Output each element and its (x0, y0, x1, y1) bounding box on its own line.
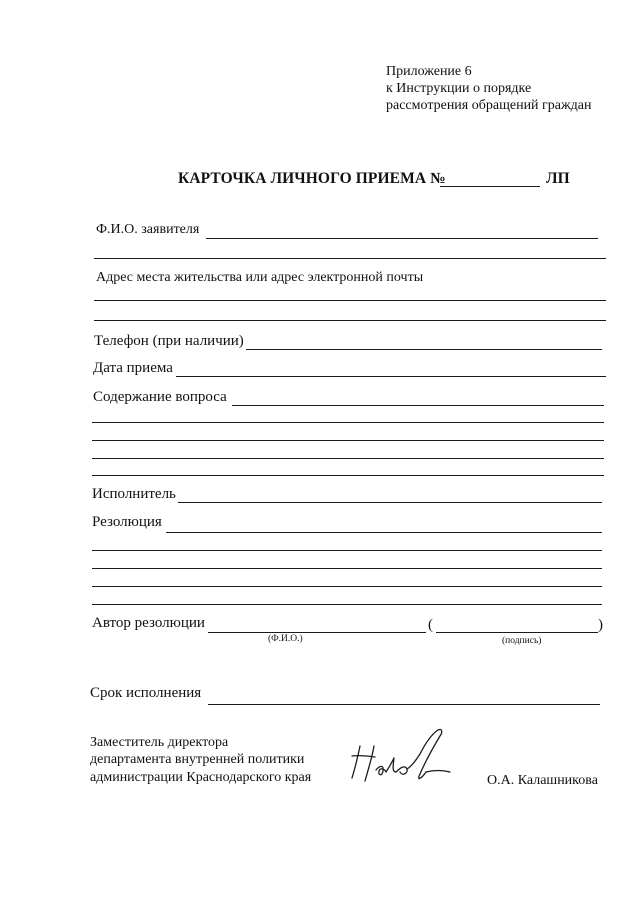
fio-line-2 (94, 258, 606, 259)
resolution-line-3 (92, 568, 602, 569)
resolution-line-4 (92, 586, 602, 587)
content-line-3 (92, 440, 604, 441)
phone-line (246, 349, 602, 350)
executor-line (178, 502, 602, 503)
author-fio-line (208, 632, 426, 633)
fio-line (206, 238, 598, 239)
signatory-line-1: Заместитель директора (90, 735, 229, 750)
author-label: Автор резолюции (92, 615, 205, 631)
card-title: КАРТОЧКА ЛИЧНОГО ПРИЕМА № (178, 170, 446, 187)
author-close-paren: ) (598, 617, 603, 633)
appendix-line-3: рассмотрения обращений граждан (386, 98, 592, 113)
content-label: Содержание вопроса (93, 389, 227, 405)
signatory-line-2: департамента внутренней политики (90, 752, 305, 767)
address-line-2 (94, 320, 606, 321)
deadline-label: Срок исполнения (90, 685, 202, 701)
content-line (232, 405, 604, 406)
date-label: Дата приема (93, 360, 173, 376)
author-open-paren: ( (428, 617, 433, 633)
appendix-line-1: Приложение 6 (386, 64, 472, 79)
caption-fio: (Ф.И.О.) (268, 634, 303, 644)
content-line-5 (92, 475, 604, 476)
signatory-line-3: администрации Краснодарского края (90, 770, 312, 785)
executor-label: Исполнитель (92, 486, 176, 502)
author-signature-line (436, 632, 598, 633)
resolution-line (166, 532, 602, 533)
fio-label: Ф.И.О. заявителя (96, 222, 200, 237)
handwritten-signature (346, 726, 458, 788)
resolution-line-5 (92, 604, 602, 605)
date-line (176, 376, 606, 377)
address-line-1 (94, 300, 606, 301)
deadline-line (208, 704, 600, 705)
address-label: Адрес места жительства или адрес электронной почты (96, 270, 424, 285)
signatory-name: О.А. Калашникова (487, 773, 598, 788)
resolution-line-2 (92, 550, 602, 551)
content-line-2 (92, 422, 604, 423)
card-title-suffix: ЛП (546, 170, 570, 187)
resolution-label: Резолюция (92, 514, 162, 530)
caption-signature: (подпись) (502, 636, 542, 646)
card-number-line (440, 186, 540, 187)
content-line-4 (92, 458, 604, 459)
appendix-line-2: к Инструкции о порядке (386, 81, 532, 96)
phone-label: Телефон (при наличии) (94, 333, 244, 349)
